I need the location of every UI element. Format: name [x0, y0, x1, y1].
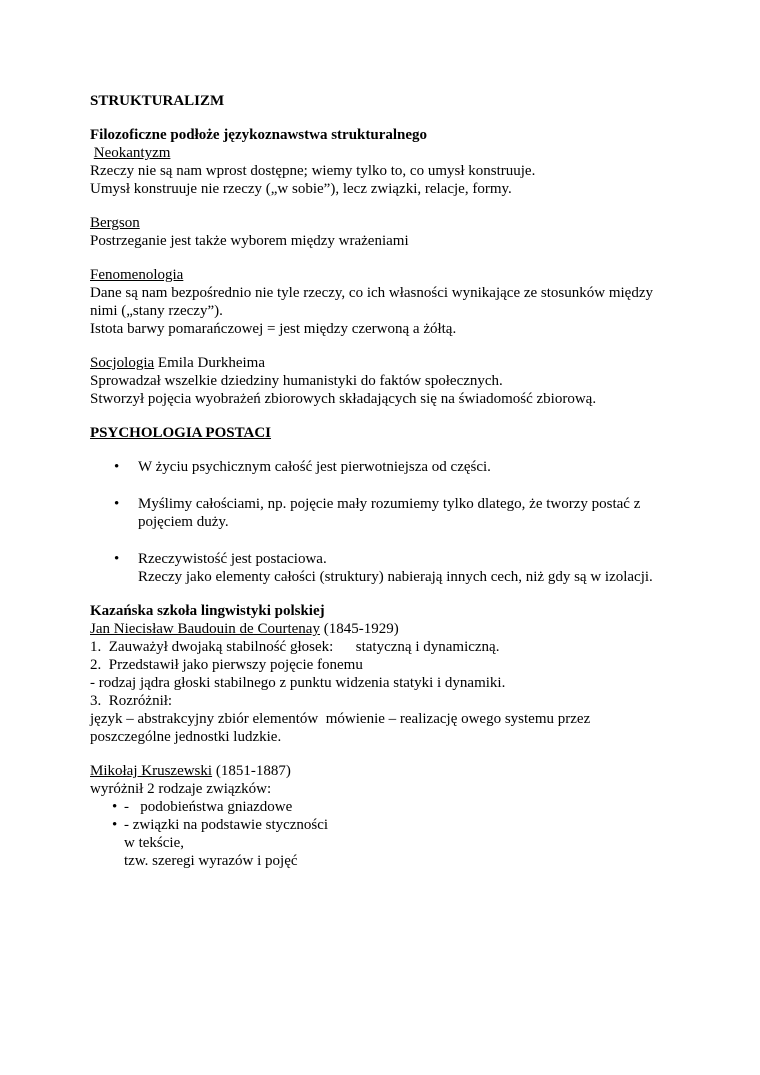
list-item-text: Rzeczywistość jest postaciowa.	[138, 551, 327, 567]
paragraph-line: nimi („stany rzeczy”).	[90, 303, 223, 319]
list-item	[90, 495, 690, 531]
subheading-socjologia	[90, 354, 690, 372]
list-item-text: W życiu psychicznym całość jest pierwotniejsza od części.	[138, 459, 491, 475]
paragraph-line: Umysł konstruuje nie rzeczy („w sobie”), lecz związki, relacje, formy.	[90, 181, 512, 197]
subheading-kruszewski	[90, 762, 690, 780]
list-item	[90, 458, 690, 476]
baudouin-years: (1845-1929)	[319, 621, 399, 637]
bullet-icon: •	[112, 817, 118, 833]
paragraph-line: wyróżnił 2 rodzaje związków:	[90, 781, 272, 797]
paragraph-line: Dane są nam bezpośrednio nie tyle rzeczy, co ich własności wynikające ze stosunków między	[90, 285, 653, 301]
section-heading-philosophy: Filozoficzne podłoże językoznawstwa strukturalnego	[90, 127, 428, 143]
socjologia-label: Socjologia	[90, 355, 155, 371]
paragraph-line: poszczególne jednostki ludzkie.	[90, 729, 282, 745]
kruszewski-name: Mikołaj Kruszewski	[90, 763, 213, 779]
section-heading-kazan: Kazańska szkoła lingwistyki polskiej	[90, 603, 325, 619]
subheading-baudouin	[90, 620, 690, 638]
paragraph-line: 1. Zauważył dwojaką stabilność głosek: statyczną i dynamiczną.	[90, 639, 500, 655]
paragraph-line: Sprowadzał wszelkie dziedziny humanistyki do faktów społecznych.	[90, 373, 503, 389]
list-item	[90, 816, 690, 834]
list-item	[90, 550, 690, 586]
paragraph-line: w tekście,	[124, 835, 184, 851]
paragraph-line: język – abstrakcyjny zbiór elementów mówienie – realizację owego systemu przez	[90, 711, 591, 727]
list-item-text: - związki na podstawie styczności	[124, 817, 329, 833]
list-item	[90, 798, 690, 816]
kruszewski-years: (1851-1887)	[212, 763, 291, 779]
list-item-text: Rzeczy jako elementy całości (struktury) nabierają innych cech, niż gdy są w izolacji.	[138, 569, 653, 585]
bullet-icon: •	[114, 551, 120, 567]
document-title: STRUKTURALIZM	[90, 93, 225, 109]
bullet-icon: •	[114, 459, 120, 475]
paragraph-line: tzw. szeregi wyrazów i pojęć	[124, 853, 298, 869]
list-item-text: pojęciem duży.	[138, 514, 229, 530]
section-heading-gestalt: PSYCHOLOGIA POSTACI	[90, 425, 272, 441]
subheading-neokantyzm	[90, 144, 690, 162]
neokantyzm-label: Neokantyzm	[93, 145, 171, 161]
paragraph-line: Stworzył pojęcia wyobrażeń zbiorowych składających się na świadomość zbiorową.	[90, 391, 597, 407]
subheading-fenomenologia: Fenomenologia	[90, 267, 184, 283]
socjologia-suffix: Emila Durkheima	[154, 355, 265, 371]
baudouin-name: Jan Niecisław Baudouin de Courtenay	[90, 621, 320, 637]
bullet-icon: •	[112, 799, 118, 815]
bullet-icon: •	[114, 496, 120, 512]
paragraph-line: Istota barwy pomarańczowej = jest między czerwoną a żółtą.	[90, 321, 457, 337]
list-item-text: Myślimy całościami, np. pojęcie mały rozumiemy tylko dlatego, że tworzy postać z	[138, 496, 641, 512]
paragraph-line: Postrzeganie jest także wyborem między wrażeniami	[90, 233, 409, 249]
paragraph-line: - rodzaj jądra głoski stabilnego z punktu widzenia statyki i dynamiki.	[90, 675, 506, 691]
document-body	[90, 92, 690, 870]
subheading-bergson: Bergson	[90, 215, 140, 231]
paragraph-line: 2. Przedstawił jako pierwszy pojęcie fonemu	[90, 657, 363, 673]
paragraph-line: 3. Rozróżnił:	[90, 693, 173, 709]
paragraph-line: Rzeczy nie są nam wprost dostępne; wiemy tylko to, co umysł konstruuje.	[90, 163, 536, 179]
list-item-text: - podobieństwa gniazdowe	[124, 799, 293, 815]
